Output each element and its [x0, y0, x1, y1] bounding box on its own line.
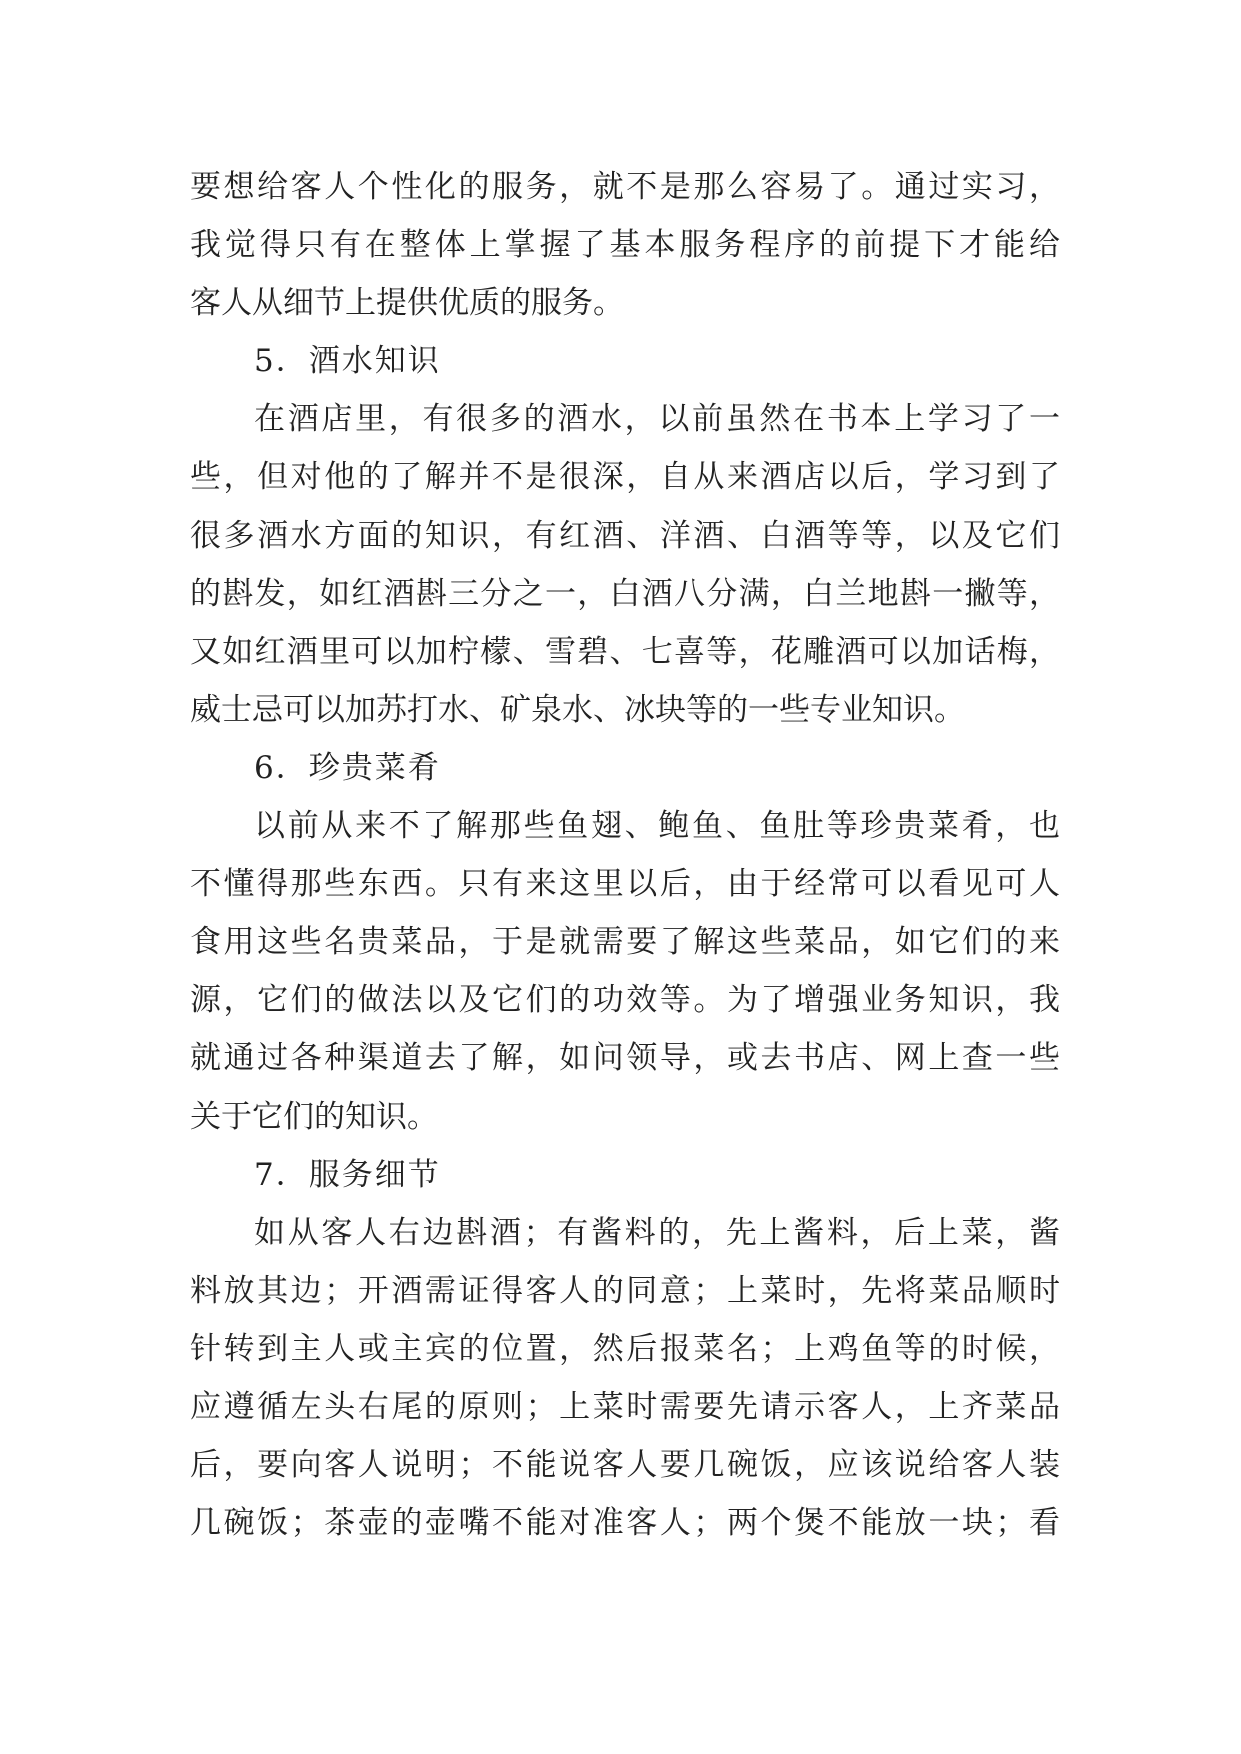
text-line: 我觉得只有在整体上掌握了基本服务程序的前提下才能给: [190, 227, 1060, 264]
text-line: 源，它们的做法以及它们的功效等。为了增强业务知识，我: [190, 982, 1060, 1019]
section-heading-dishes: 6．珍贵菜肴: [254, 749, 441, 786]
text-line: 食用这些名贵菜品，于是就需要了解这些菜品，如它们的来: [190, 924, 1060, 961]
text-line: 的斟发，如红酒斟三分之一，白酒八分满，白兰地斟一撇等，: [190, 575, 1060, 612]
text-line: 不懂得那些东西。只有来这里以后，由于经常可以看见可人: [190, 866, 1060, 903]
text-line: 以前从来不了解那些鱼翅、鲍鱼、鱼肚等珍贵菜肴，也: [254, 808, 1060, 845]
text-line: 要想给客人个性化的服务，就不是那么容易了。通过实习，: [190, 169, 1060, 205]
text-line: 些，但对他的了解并不是很深，自从来酒店以后，学习到了: [190, 459, 1060, 496]
text-line: 很多酒水方面的知识，有红酒、洋酒、白酒等等，以及它们: [190, 517, 1060, 554]
section-heading-wine: 5．酒水知识: [254, 343, 441, 380]
text-line: 在酒店里，有很多的酒水，以前虽然在书本上学习了一: [254, 401, 1060, 438]
text-line: 后，要向客人说明；不能说客人要几碗饭，应该说给客人装: [190, 1447, 1060, 1484]
text-line: 客人从细节上提供优质的服务。: [190, 285, 624, 322]
text-line: 应遵循左头右尾的原则；上菜时需要先请示客人，上齐菜品: [190, 1388, 1060, 1425]
text-line: 料放其边；开酒需证得客人的同意；上菜时，先将菜品顺时: [190, 1272, 1060, 1309]
text-line: 如从客人右边斟酒；有酱料的，先上酱料，后上菜，酱: [254, 1214, 1060, 1251]
text-line: 又如红酒里可以加柠檬、雪碧、七喜等，花雕酒可以加话梅，: [190, 633, 1060, 670]
text-line: 针转到主人或主宾的位置，然后报菜名；上鸡鱼等的时候，: [190, 1330, 1060, 1367]
text-line: 就通过各种渠道去了解，如问领导，或去书店、网上查一些: [190, 1040, 1060, 1077]
text-line: 关于它们的知识。: [190, 1098, 438, 1135]
body-text: [190, 158, 1060, 1552]
text-line: 几碗饭；茶壶的壶嘴不能对准客人；两个煲不能放一块；看: [190, 1505, 1060, 1542]
text-line: 威士忌可以加苏打水、矿泉水、冰块等的一些专业知识。: [190, 691, 965, 728]
section-heading-service: 7．服务细节: [254, 1156, 441, 1193]
